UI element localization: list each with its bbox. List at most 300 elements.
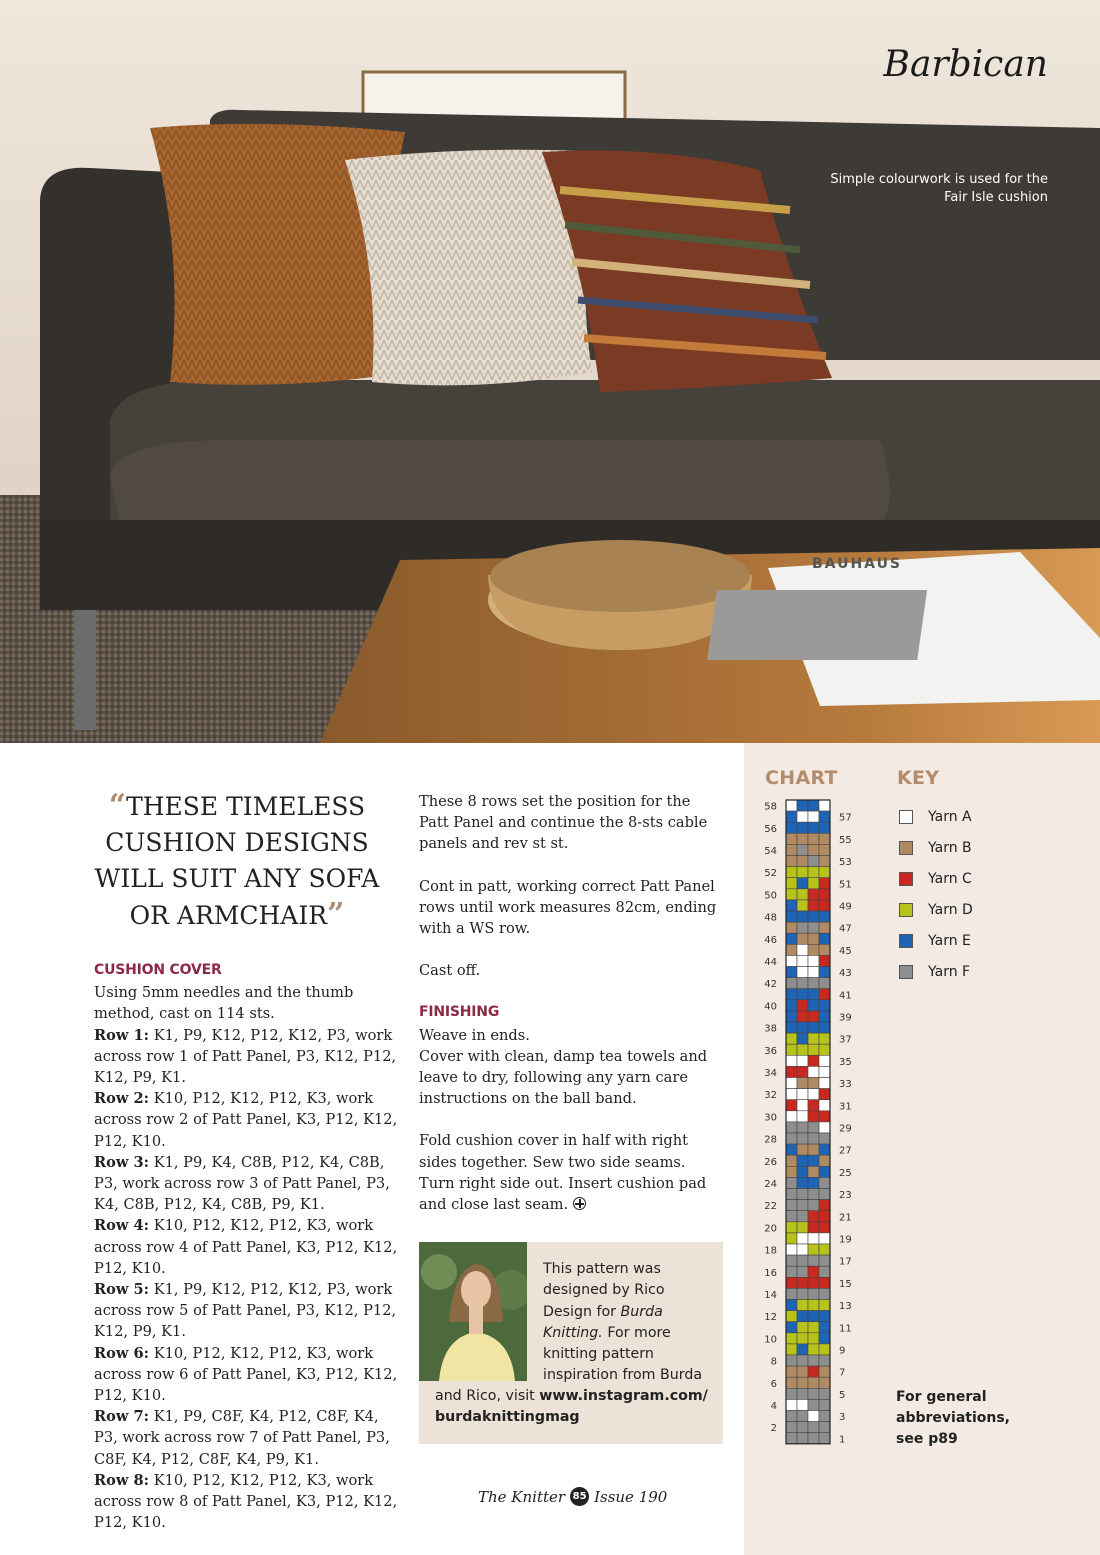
chart-cell — [797, 1266, 808, 1277]
chart-cell — [808, 1277, 819, 1288]
chart-cell — [786, 1377, 797, 1388]
chart-cell — [819, 1100, 830, 1111]
yarn-swatch — [899, 965, 913, 979]
chart-row-label: 48 — [764, 912, 777, 924]
chart-cell — [808, 1233, 819, 1244]
yarn-swatch — [899, 810, 913, 824]
chart-cell — [786, 1288, 797, 1299]
chart-cell — [808, 889, 819, 900]
chart-cell — [819, 1411, 830, 1422]
chart-cell — [808, 1189, 819, 1200]
chart-cell — [808, 1211, 819, 1222]
chart-row-label: 28 — [764, 1134, 777, 1146]
row-instruction — [94, 1343, 402, 1407]
chart-cell — [819, 856, 830, 867]
chart-cell — [797, 1300, 808, 1311]
chart-cell — [786, 1266, 797, 1277]
chart-row-label: 34 — [764, 1067, 777, 1079]
chart-cell — [808, 856, 819, 867]
chart-cell — [819, 900, 830, 911]
chart-cell — [819, 911, 830, 922]
chart-cell — [819, 933, 830, 944]
chart-cell — [797, 1366, 808, 1377]
chart-cell — [819, 1078, 830, 1089]
chart-cell — [786, 1144, 797, 1155]
chart-row-label: 17 — [839, 1256, 852, 1268]
chart-cell — [786, 1422, 797, 1433]
chart-cell — [808, 944, 819, 955]
chart-row-label: 16 — [764, 1267, 777, 1279]
chart-cell — [797, 1244, 808, 1255]
chart-cell — [819, 1155, 830, 1166]
chart-cell — [808, 1333, 819, 1344]
chart-cell — [819, 1333, 830, 1344]
instagram-link[interactable]: www.instagram.com/ burdaknittingmag — [435, 1388, 708, 1426]
designer-model-photo — [419, 1242, 527, 1381]
chart-cell — [786, 1177, 797, 1188]
chart-cell — [786, 989, 797, 1000]
chart-cell — [797, 944, 808, 955]
row-label: Row 5: — [94, 1281, 150, 1299]
chart-cell — [786, 1111, 797, 1122]
cast-on-instructions: Using 5mm needles and the thumb method, cast on 114 sts. — [94, 984, 354, 1023]
chart-cell — [808, 955, 819, 966]
close-quote-mark: ” — [327, 897, 345, 932]
yarn-swatch — [899, 934, 913, 948]
yarn-swatch — [899, 872, 913, 886]
chart-row-label: 58 — [764, 801, 777, 813]
chart-cell — [786, 1433, 797, 1444]
chart-cell — [819, 978, 830, 989]
chart-cell — [797, 978, 808, 989]
chart-cell — [786, 1277, 797, 1288]
chart-cell — [786, 911, 797, 922]
chart-cell — [786, 833, 797, 844]
issue-number: Issue 190 — [594, 1487, 668, 1506]
chart-row-label: 30 — [764, 1112, 777, 1124]
cast-off-note: Cast off. — [419, 962, 481, 980]
chart-cell — [786, 1011, 797, 1022]
finishing-text: Fold cushion cover in half with right sides together. Sew two side seams. — [419, 1132, 688, 1171]
chart-cell — [819, 1133, 830, 1144]
chart-cell — [808, 1089, 819, 1100]
chart-cell — [819, 1089, 830, 1100]
chart-cell — [808, 1255, 819, 1266]
chart-cell — [819, 867, 830, 878]
finishing-text: Weave in ends. — [419, 1026, 530, 1044]
chart-cell — [797, 833, 808, 844]
chart-row-label: 26 — [764, 1156, 777, 1168]
chart-cell — [797, 1133, 808, 1144]
cushion-cover-heading: CUSHION COVER — [94, 962, 222, 978]
chart-cell — [808, 922, 819, 933]
key-item — [899, 894, 973, 925]
chart-cell — [786, 822, 797, 833]
chart-row-label: 45 — [839, 945, 852, 957]
chart-row-label: 25 — [839, 1167, 852, 1179]
chart-cell — [808, 1355, 819, 1366]
chart-row-label: 37 — [839, 1034, 852, 1046]
chart-row-label: 14 — [764, 1289, 777, 1301]
chart-row-label: 50 — [764, 890, 777, 902]
chart-cell — [797, 1344, 808, 1355]
chart-row-label: 57 — [839, 812, 852, 824]
chart-cell — [819, 1222, 830, 1233]
chart-cell — [808, 1411, 819, 1422]
patt-panel-note: These 8 rows set the position for the Patt Panel and continue the 8-sts cable panels and rev st st. — [419, 793, 708, 853]
chart-row-label: 21 — [839, 1212, 852, 1224]
chart-row-label: 9 — [839, 1345, 846, 1357]
chart-cell — [819, 1311, 830, 1322]
chart-row-label: 15 — [839, 1278, 852, 1290]
chart-cell — [797, 989, 808, 1000]
chart-cell — [819, 811, 830, 822]
chart-row-label: 42 — [764, 979, 777, 991]
chart-cell — [819, 1111, 830, 1122]
chart-cell — [819, 1288, 830, 1299]
chart-cell — [808, 867, 819, 878]
chart-cell — [808, 1011, 819, 1022]
chart-cell — [786, 1411, 797, 1422]
sofa-leg — [74, 610, 96, 730]
chart-cell — [808, 1222, 819, 1233]
chart-cell — [797, 1055, 808, 1066]
chart-cell — [808, 900, 819, 911]
chart-cell — [797, 822, 808, 833]
chart-row-label: 49 — [839, 901, 852, 913]
chart-cell — [786, 878, 797, 889]
chart-cell — [786, 1155, 797, 1166]
chart-cell — [819, 1322, 830, 1333]
chart-cell — [808, 878, 819, 889]
chart-cell — [808, 1100, 819, 1111]
chart-cell — [808, 933, 819, 944]
chart-cell — [797, 1388, 808, 1399]
chart-cell — [797, 811, 808, 822]
chart-cell — [786, 856, 797, 867]
chart-cell — [797, 1078, 808, 1089]
chart-cell — [786, 1022, 797, 1033]
chart-cell — [797, 867, 808, 878]
page-number: 85 — [570, 1487, 589, 1506]
chart-cell — [819, 1066, 830, 1077]
row-instruction — [94, 1152, 402, 1216]
chart-cell — [786, 1089, 797, 1100]
chart-row-label: 13 — [839, 1301, 852, 1313]
chart-cell — [797, 1044, 808, 1055]
chart-row-label: 29 — [839, 1123, 852, 1135]
chart-cell — [786, 867, 797, 878]
chart-row-label: 20 — [764, 1223, 777, 1235]
chart-cell — [786, 955, 797, 966]
chart-cell — [797, 1155, 808, 1166]
chart-cell — [786, 1122, 797, 1133]
finishing-final-text: Turn right side out. Insert cushion pad and close last seam. — [419, 1174, 707, 1214]
photo-caption: Simple colourwork is used for the Fair Isle cushion — [830, 172, 1048, 205]
row-label: Row 7: — [94, 1408, 150, 1426]
chart-cell — [819, 1189, 830, 1200]
chart-heading: CHART — [765, 767, 838, 789]
yarn-label: Yarn F — [928, 963, 971, 980]
chart-cell — [808, 811, 819, 822]
chart-cell — [786, 1033, 797, 1044]
yarn-label: Yarn D — [928, 901, 973, 918]
chart-cell — [819, 967, 830, 978]
chart-row-label: 11 — [839, 1323, 852, 1335]
chart-row-label: 6 — [770, 1378, 777, 1390]
chart-cell — [808, 1311, 819, 1322]
chart-cell — [819, 1277, 830, 1288]
chart-cell — [797, 1422, 808, 1433]
yarn-swatch — [899, 903, 913, 917]
row-label: Row 8: — [94, 1471, 150, 1489]
chart-cell — [819, 955, 830, 966]
key-item — [899, 832, 973, 863]
chart-cell — [797, 1277, 808, 1288]
chart-cell — [808, 800, 819, 811]
chart-cell — [808, 1344, 819, 1355]
chart-cell — [786, 1344, 797, 1355]
chart-cell — [786, 1255, 797, 1266]
yarn-swatch — [899, 841, 913, 855]
row-instruction — [94, 1279, 402, 1343]
chart-cell — [797, 1033, 808, 1044]
row-instruction — [94, 1215, 402, 1279]
chart-row-label: 8 — [770, 1356, 777, 1368]
chart-cell — [797, 1411, 808, 1422]
chart-row-label: 40 — [764, 1001, 777, 1013]
chart-cell — [819, 1422, 830, 1433]
chart-cell — [797, 1111, 808, 1122]
cushion-cover-section — [94, 960, 402, 1533]
chart-cell — [808, 1200, 819, 1211]
row-text: K1, P9, K12, P12, K12, P3, work across row 1 of Patt Panel, P3, K12, P12, K12, P9, K1. — [94, 1026, 397, 1087]
chart-row-label: 54 — [764, 845, 777, 857]
chart-cell — [786, 1044, 797, 1055]
key-item — [899, 863, 973, 894]
chart-row-label: 31 — [839, 1101, 852, 1113]
finishing-text: Cover with clean, damp tea towels and leave to dry, following any yarn care instructions on the ball band. — [419, 1047, 708, 1108]
chart-cell — [819, 833, 830, 844]
row-text: K1, P9, K12, P12, K12, P3, work across row 5 of Patt Panel, P3, K12, P12, K12, P9, K1. — [94, 1281, 397, 1341]
chart-cell — [819, 1366, 830, 1377]
chart-cell — [786, 1133, 797, 1144]
row-label: Row 1: — [94, 1026, 150, 1044]
chart-cell — [819, 1011, 830, 1022]
chart-cell — [819, 1300, 830, 1311]
chart-cell — [786, 1233, 797, 1244]
abbreviations-note: For general abbreviations, see p89 — [896, 1389, 1010, 1447]
row-instruction — [94, 1088, 402, 1152]
chart-cell — [819, 1044, 830, 1055]
pull-quote-text: THESE TIMELESS CUSHION DESIGNS WILL SUIT ANY SOFA OR ARMCHAIR — [94, 792, 380, 930]
finishing-heading: FINISHING — [419, 1004, 500, 1021]
chart-cell — [797, 1100, 808, 1111]
chart-cell — [786, 1200, 797, 1211]
chart-row-label: 38 — [764, 1023, 777, 1035]
chart-cell — [819, 878, 830, 889]
key-item — [899, 925, 973, 956]
chart-cell — [808, 1155, 819, 1166]
chart-cell — [808, 1022, 819, 1033]
chart-cell — [797, 1066, 808, 1077]
chart-cell — [819, 1355, 830, 1366]
chart-row-label: 46 — [764, 934, 777, 946]
chart-row-label: 56 — [764, 823, 777, 835]
chart-cell — [808, 978, 819, 989]
chart-cell — [786, 1399, 797, 1410]
key-item — [899, 801, 973, 832]
row-text: K1, P9, C8F, K4, P12, C8F, K4, P3, work across row 7 of Patt Panel, P3, C8F, K4, P12, C8F, K4, P9, K1. — [94, 1408, 390, 1468]
yarn-label: Yarn B — [928, 839, 972, 856]
row-label: Row 4: — [94, 1217, 150, 1235]
chart-key-panel — [744, 743, 1100, 1555]
chart-row-label: 18 — [764, 1245, 777, 1257]
chart-row-label: 32 — [764, 1090, 777, 1102]
chart-cell — [786, 933, 797, 944]
chart-cell — [819, 922, 830, 933]
chart-cell — [797, 1377, 808, 1388]
chart-cell — [797, 955, 808, 966]
chart-cell — [797, 1355, 808, 1366]
chart-cell — [819, 944, 830, 955]
chart-cell — [786, 1388, 797, 1399]
chart-row-label: 4 — [770, 1400, 777, 1412]
chart-cell — [808, 1388, 819, 1399]
yarn-label: Yarn A — [928, 808, 972, 825]
chart-cell — [797, 911, 808, 922]
chart-cell — [808, 1399, 819, 1410]
chart-row-label: 55 — [839, 834, 852, 846]
yarn-label: Yarn E — [928, 932, 971, 949]
chart-cell — [786, 1000, 797, 1011]
row-text: K1, P9, K4, C8B, P12, K4, C8B, P3, work across row 3 of Patt Panel, P3, K4, C8B, P12, K4, C8B, P9, K1. — [94, 1153, 390, 1214]
chart-row-label: 12 — [764, 1312, 777, 1324]
key-heading: KEY — [897, 767, 940, 789]
chart-cell — [808, 822, 819, 833]
chart-row-label: 24 — [764, 1178, 777, 1190]
chart-cell — [797, 1177, 808, 1188]
chart-row-label: 23 — [839, 1190, 852, 1202]
chart-cell — [786, 978, 797, 989]
chart-cell — [819, 800, 830, 811]
chart-cell — [797, 1311, 808, 1322]
chart-cell — [819, 1244, 830, 1255]
open-quote-mark: “ — [108, 788, 127, 823]
chart-row-label: 47 — [839, 923, 852, 935]
chart-cell — [797, 1022, 808, 1033]
row-label: Row 6: — [94, 1344, 150, 1362]
chart-cell — [786, 944, 797, 955]
chart-cell — [786, 1311, 797, 1322]
chart-cell — [797, 900, 808, 911]
chart-cell — [808, 1111, 819, 1122]
chart-cell — [819, 1344, 830, 1355]
chart-cell — [808, 911, 819, 922]
chart-cell — [786, 1166, 797, 1177]
chart-cell — [808, 1044, 819, 1055]
chart-row-label: 36 — [764, 1045, 777, 1057]
chart-row-label: 35 — [839, 1056, 852, 1068]
chart-cell — [797, 800, 808, 811]
page-footer — [478, 1487, 667, 1506]
chart-cell — [797, 889, 808, 900]
chart-row-label: 3 — [839, 1412, 846, 1424]
chart-cell — [808, 1377, 819, 1388]
end-of-pattern-icon — [573, 1197, 586, 1210]
chart-cell — [797, 1200, 808, 1211]
chart-cell — [786, 1189, 797, 1200]
key-item — [899, 956, 973, 987]
chart-cell — [797, 933, 808, 944]
chart-cell — [819, 989, 830, 1000]
chart-cell — [786, 1222, 797, 1233]
chart-row-label: 41 — [839, 990, 852, 1002]
row-instruction — [94, 1470, 402, 1534]
chart-cell — [797, 1144, 808, 1155]
chart-cell — [808, 1422, 819, 1433]
row-label: Row 3: — [94, 1153, 150, 1171]
finishing-text — [419, 1173, 719, 1215]
chart-cell — [808, 1366, 819, 1377]
chart-cell — [786, 889, 797, 900]
chart-cell — [819, 1233, 830, 1244]
chart-cell — [797, 844, 808, 855]
chart-cell — [797, 1322, 808, 1333]
chart-cell — [797, 1189, 808, 1200]
chart-row-label: 7 — [839, 1367, 846, 1379]
chart-row-label: 5 — [839, 1389, 846, 1401]
row-label: Row 2: — [94, 1090, 150, 1108]
chart-cell — [808, 1000, 819, 1011]
chart-cell — [786, 967, 797, 978]
chart-row-label: 1 — [839, 1434, 846, 1446]
chart-row-label: 22 — [764, 1201, 777, 1213]
chart-cell — [797, 1122, 808, 1133]
chart-cell — [819, 1388, 830, 1399]
chart-cell — [819, 1055, 830, 1066]
living-room-illustration — [0, 0, 1100, 743]
chart-cell — [786, 1078, 797, 1089]
chart-cell — [819, 1377, 830, 1388]
chart-cell — [808, 1033, 819, 1044]
chart-cell — [808, 1322, 819, 1333]
chart-cell — [786, 1244, 797, 1255]
chart-cell — [819, 1000, 830, 1011]
row-instruction — [94, 1025, 402, 1089]
book-title: BAUHAUS — [812, 556, 903, 572]
chart-cell — [786, 811, 797, 822]
row-text: K10, P12, K12, P12, K3, work across row 2 of Patt Panel, K3, P12, K12, P12, K10. — [94, 1090, 398, 1150]
chart-cell — [808, 1244, 819, 1255]
chart-cell — [808, 1166, 819, 1177]
row-instruction — [94, 1406, 402, 1470]
chart-cell — [797, 1011, 808, 1022]
continued-instructions — [419, 791, 719, 1215]
chart-cell — [786, 844, 797, 855]
chart-cell — [786, 800, 797, 811]
hero-photo — [0, 0, 1100, 743]
chart-cell — [797, 1288, 808, 1299]
chart-cell — [797, 1166, 808, 1177]
chart-cell — [808, 1177, 819, 1188]
chart-cell — [786, 1333, 797, 1344]
chart-cell — [819, 1399, 830, 1410]
chart-row-label: 53 — [839, 857, 852, 869]
chart-cell — [797, 1433, 808, 1444]
chart-cell — [786, 922, 797, 933]
chart-cell — [808, 844, 819, 855]
